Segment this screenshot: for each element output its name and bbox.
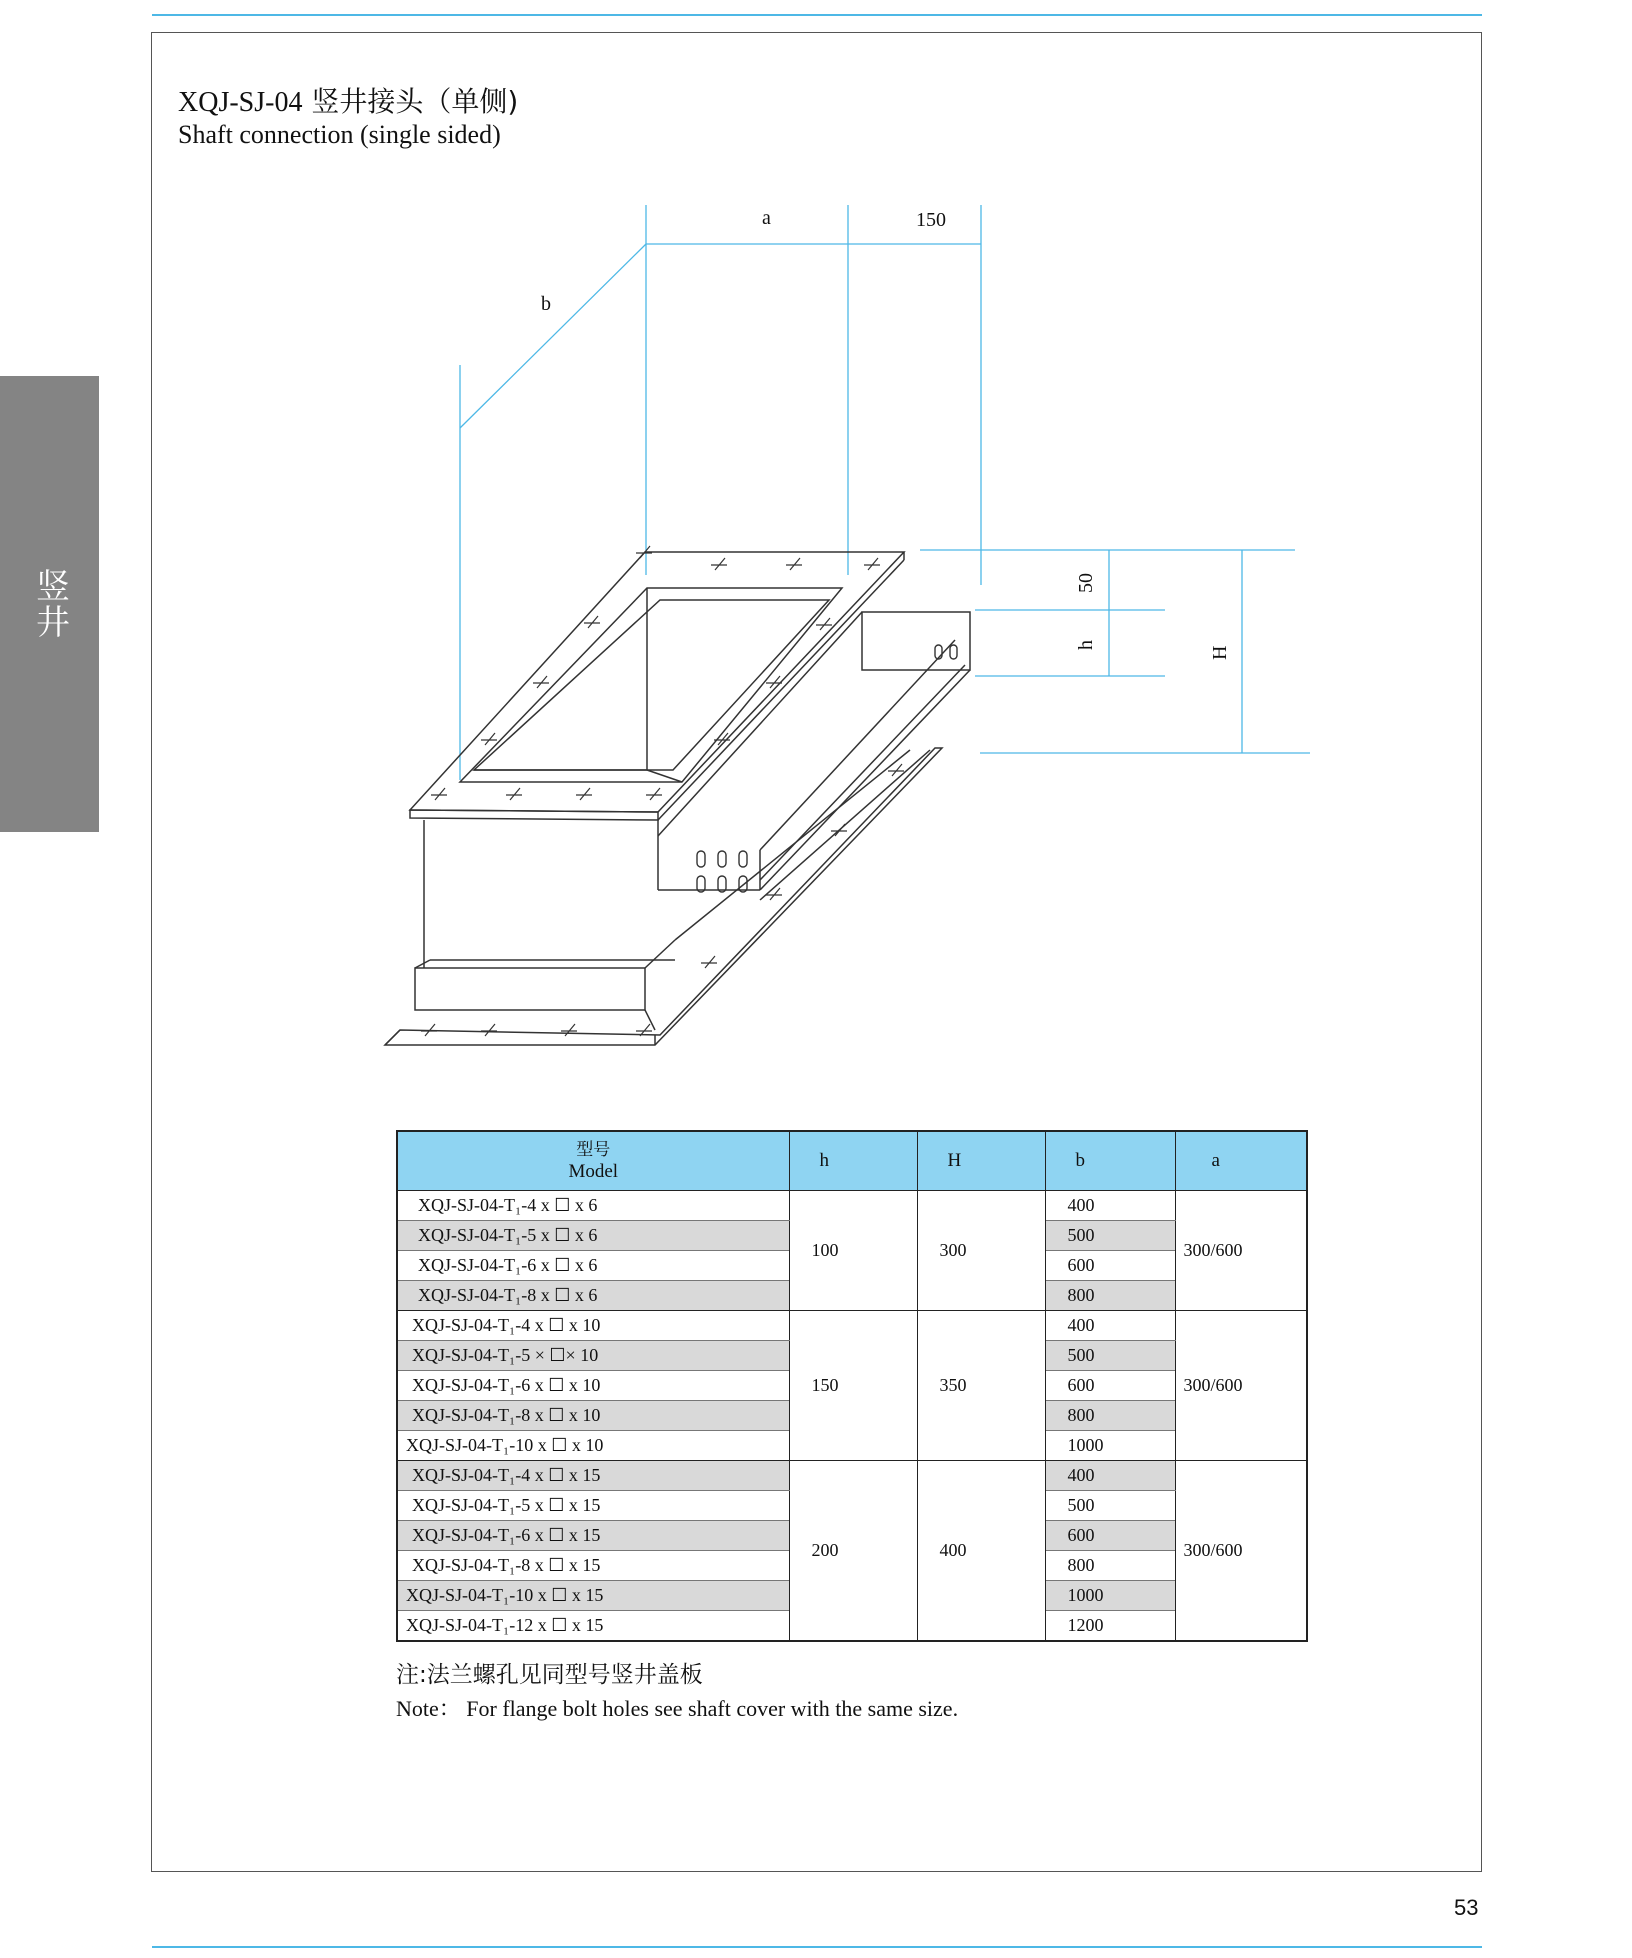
model-cell: XQJ-SJ-04-T₁-8 x ☐ x 10 bbox=[397, 1401, 789, 1431]
dim-h-label: h bbox=[1075, 640, 1097, 650]
table-row bbox=[397, 1311, 1307, 1341]
model-cell: XQJ-SJ-04-T₁-4 x ☐ x 6 bbox=[397, 1191, 789, 1221]
H-cell: 350 bbox=[917, 1311, 1045, 1461]
model-cell: XQJ-SJ-04-T₁-5 × ☐× 10 bbox=[397, 1341, 789, 1371]
b-cell: 800 bbox=[1045, 1281, 1175, 1311]
b-cell: 800 bbox=[1045, 1551, 1175, 1581]
table-row bbox=[397, 1191, 1307, 1221]
product-name-cn: 竖井接头（单侧) bbox=[311, 85, 519, 118]
model-cell: XQJ-SJ-04-T₁-6 x ☐ x 15 bbox=[397, 1521, 789, 1551]
b-cell: 500 bbox=[1045, 1221, 1175, 1251]
h-cell: 150 bbox=[789, 1311, 917, 1461]
top-rule bbox=[152, 14, 1482, 16]
model-cell: XQJ-SJ-04-T₁-10 x ☐ x 15 bbox=[397, 1581, 789, 1611]
a-cell: 300/600 bbox=[1175, 1191, 1307, 1311]
b-cell: 600 bbox=[1045, 1521, 1175, 1551]
note-cn: 注:法兰螺孔见同型号竖井盖板 bbox=[396, 1662, 703, 1688]
dim-b-label: b bbox=[541, 293, 551, 315]
table-header-row bbox=[397, 1131, 1307, 1191]
bottom-rule bbox=[152, 1946, 1482, 1948]
b-cell: 600 bbox=[1045, 1251, 1175, 1281]
b-cell: 1200 bbox=[1045, 1611, 1175, 1642]
a-cell: 300/600 bbox=[1175, 1461, 1307, 1642]
b-cell: 1000 bbox=[1045, 1581, 1175, 1611]
a-cell: 300/600 bbox=[1175, 1311, 1307, 1461]
slot-holes bbox=[697, 645, 957, 892]
table-row bbox=[397, 1461, 1307, 1491]
b-cell: 400 bbox=[1045, 1461, 1175, 1491]
H-cell: 400 bbox=[917, 1461, 1045, 1642]
shaft-connection-drawing bbox=[380, 195, 1320, 1065]
b-cell: 600 bbox=[1045, 1371, 1175, 1401]
header-H: H bbox=[917, 1131, 1045, 1191]
shaft-body bbox=[385, 552, 970, 1045]
product-code: XQJ-SJ-04 bbox=[178, 87, 303, 118]
model-cell: XQJ-SJ-04-T₁-5 x ☐ x 6 bbox=[397, 1221, 789, 1251]
b-cell: 500 bbox=[1045, 1341, 1175, 1371]
b-cell: 1000 bbox=[1045, 1431, 1175, 1461]
model-cell: XQJ-SJ-04-T₁-5 x ☐ x 15 bbox=[397, 1491, 789, 1521]
dim-a-label: a bbox=[762, 207, 771, 229]
model-cell: XQJ-SJ-04-T₁-10 x ☐ x 10 bbox=[397, 1431, 789, 1461]
b-cell: 400 bbox=[1045, 1191, 1175, 1221]
product-name-en: Shaft connection (single sided) bbox=[178, 120, 501, 149]
h-cell: 100 bbox=[789, 1191, 917, 1311]
dim-H-label: H bbox=[1209, 645, 1231, 660]
side-tab bbox=[0, 376, 99, 832]
dim-50-label: 50 bbox=[1075, 573, 1097, 593]
b-cell: 500 bbox=[1045, 1491, 1175, 1521]
model-cell: XQJ-SJ-04-T₁-8 x ☐ x 15 bbox=[397, 1551, 789, 1581]
flange-bolt-marks bbox=[421, 546, 904, 1036]
header-model-cn: 型号 bbox=[576, 1140, 611, 1160]
product-title bbox=[178, 80, 518, 120]
model-cell: XQJ-SJ-04-T₁-12 x ☐ x 15 bbox=[397, 1611, 789, 1642]
model-cell: XQJ-SJ-04-T₁-6 x ☐ x 10 bbox=[397, 1371, 789, 1401]
side-tab-label: 竖井 bbox=[29, 568, 70, 640]
model-cell: XQJ-SJ-04-T₁-4 x ☐ x 10 bbox=[397, 1311, 789, 1341]
header-model-en: Model bbox=[568, 1161, 619, 1182]
header-a: a bbox=[1175, 1131, 1307, 1191]
H-cell: 300 bbox=[917, 1191, 1045, 1311]
dim-150-label: 150 bbox=[916, 209, 946, 231]
model-cell: XQJ-SJ-04-T₁-6 x ☐ x 6 bbox=[397, 1251, 789, 1281]
header-b: b bbox=[1045, 1131, 1175, 1191]
specification-table bbox=[396, 1130, 1308, 1642]
b-cell: 800 bbox=[1045, 1401, 1175, 1431]
header-h: h bbox=[789, 1131, 917, 1191]
model-cell: XQJ-SJ-04-T₁-8 x ☐ x 6 bbox=[397, 1281, 789, 1311]
model-cell: XQJ-SJ-04-T₁-4 x ☐ x 15 bbox=[397, 1461, 789, 1491]
b-cell: 400 bbox=[1045, 1311, 1175, 1341]
note-en: Note： For flange bolt holes see shaft cover with the same size. bbox=[396, 1696, 959, 1721]
header-model bbox=[397, 1131, 789, 1191]
h-cell: 200 bbox=[789, 1461, 917, 1642]
page-number: 53 bbox=[1454, 1895, 1479, 1920]
dimension-lines bbox=[460, 205, 1310, 780]
